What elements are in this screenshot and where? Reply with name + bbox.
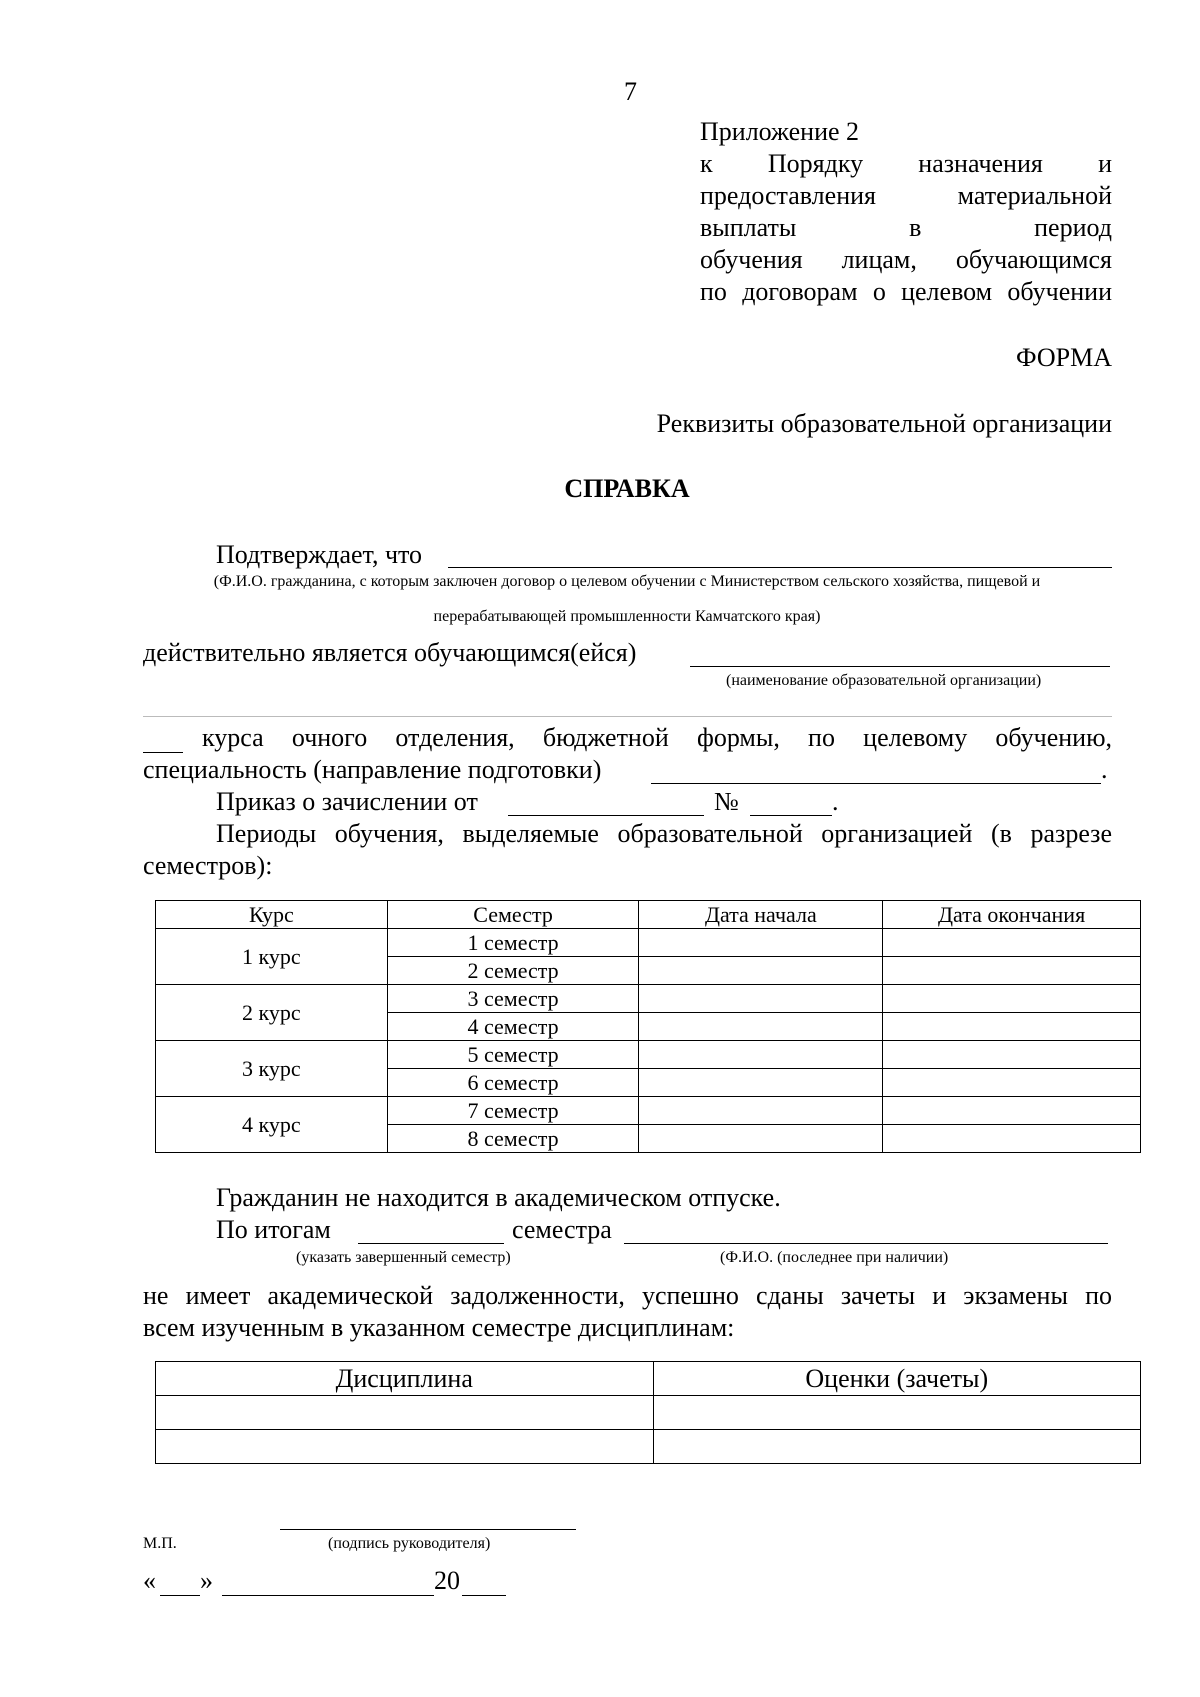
semester-cell: 1 семестр xyxy=(387,929,639,957)
results-text: По итогам xyxy=(216,1215,331,1244)
header-course: Курс xyxy=(156,901,388,929)
date-close-quote: » xyxy=(200,1566,213,1595)
end-date-cell[interactable] xyxy=(883,1069,1141,1097)
semester-cell: 8 семестр xyxy=(387,1125,639,1153)
student-text: действительно является обучающимся(ейся) xyxy=(143,638,637,667)
document-title: СПРАВКА xyxy=(564,474,690,503)
appendix-line: выплаты в период xyxy=(700,213,1112,242)
header-grades: Оценки (зачеты) xyxy=(653,1362,1140,1396)
order-end: . xyxy=(832,787,839,816)
signature-caption: (подпись руководителя) xyxy=(328,1535,491,1552)
table-row xyxy=(156,1396,1141,1430)
appendix-line: по договорам о целевом обучении xyxy=(700,277,1112,306)
results-fio-field-line[interactable] xyxy=(624,1243,1108,1244)
end-date-cell[interactable] xyxy=(883,929,1141,957)
table-header-row xyxy=(156,1362,1141,1396)
fio-field-line[interactable] xyxy=(448,567,1112,568)
confirm-text: Подтверждает, что xyxy=(216,540,423,569)
date-year-prefix: 20 xyxy=(434,1566,460,1595)
table-row xyxy=(156,1041,1141,1069)
course-cell: 4 курс xyxy=(156,1097,388,1153)
course-cell: 2 курс xyxy=(156,985,388,1041)
semester-cell: 6 семестр xyxy=(387,1069,639,1097)
start-date-cell[interactable] xyxy=(639,1125,883,1153)
start-date-cell[interactable] xyxy=(639,1097,883,1125)
table-row xyxy=(156,1430,1141,1464)
order-number-sign: № xyxy=(714,787,739,816)
start-date-cell[interactable] xyxy=(639,1069,883,1097)
appendix-line: обучения лицам, обучающимся xyxy=(700,245,1112,274)
date-month-field-line[interactable] xyxy=(222,1595,434,1596)
end-date-cell[interactable] xyxy=(883,957,1141,985)
table-row xyxy=(156,1097,1141,1125)
signature-field-line[interactable] xyxy=(280,1529,576,1530)
course-text: курса очного отделения, бюджетной формы, по целевому обучению, xyxy=(202,723,1112,752)
order-text: Приказ о зачислении от xyxy=(216,787,478,816)
course-field-line[interactable] xyxy=(143,752,183,753)
course-cell: 3 курс xyxy=(156,1041,388,1097)
discipline-cell[interactable] xyxy=(156,1396,654,1430)
header-start-date: Дата начала xyxy=(639,901,883,929)
debt-text: не имеет академической задолженности, успешно сданы зачеты и экзамены по xyxy=(143,1281,1112,1310)
semester-caption: (указать завершенный семестр) xyxy=(296,1249,511,1266)
appendix-line: предоставления материальной xyxy=(700,181,1112,210)
table-header-row xyxy=(156,901,1141,929)
discipline-table xyxy=(155,1361,1141,1464)
end-date-cell[interactable] xyxy=(883,1041,1141,1069)
start-date-cell[interactable] xyxy=(639,929,883,957)
start-date-cell[interactable] xyxy=(639,1013,883,1041)
page-number: 7 xyxy=(624,77,637,106)
periods-text: Периоды обучения, выделяемые образовательной организацией (в разрезе xyxy=(216,819,1112,848)
no-leave-text: Гражданин не находится в академическом отпуске. xyxy=(216,1183,781,1212)
periods-text-continued: семестров): xyxy=(143,851,273,880)
form-label: ФОРМА xyxy=(1016,343,1112,372)
grade-cell[interactable] xyxy=(653,1396,1140,1430)
start-date-cell[interactable] xyxy=(639,985,883,1013)
specialty-end: . xyxy=(1101,755,1108,784)
semester-cell: 2 семестр xyxy=(387,957,639,985)
header-discipline: Дисциплина xyxy=(156,1362,654,1396)
appendix-block xyxy=(700,116,1112,308)
discipline-cell[interactable] xyxy=(156,1430,654,1464)
semester-cell: 5 семестр xyxy=(387,1041,639,1069)
debt-text-continued: всем изученным в указанном семестре дисциплинам: xyxy=(143,1313,735,1342)
specialty-text: специальность (направление подготовки) xyxy=(143,755,602,784)
semester-word: семестра xyxy=(512,1215,612,1244)
table-row xyxy=(156,985,1141,1013)
specialty-field-line[interactable] xyxy=(651,783,1101,784)
fio-caption: (Ф.И.О. гражданина, с которым заключен договор о целевом обучении с Министерством сельского хозяйства, пищевой и xyxy=(213,573,1041,590)
end-date-cell[interactable] xyxy=(883,1125,1141,1153)
start-date-cell[interactable] xyxy=(639,1041,883,1069)
org-caption: (наименование образовательной организации) xyxy=(726,672,1042,689)
org-field-line[interactable] xyxy=(690,666,1110,667)
order-date-field-line[interactable] xyxy=(508,815,704,816)
appendix-line: к Порядку назначения и xyxy=(700,149,1112,178)
org-requisites: Реквизиты образовательной организации xyxy=(656,409,1112,438)
results-fio-caption: (Ф.И.О. (последнее при наличии) xyxy=(720,1249,949,1266)
fio-caption-continued: перерабатывающей промышленности Камчатского края) xyxy=(433,608,821,625)
semester-cell: 7 семестр xyxy=(387,1097,639,1125)
end-date-cell[interactable] xyxy=(883,1097,1141,1125)
semester-cell: 3 семестр xyxy=(387,985,639,1013)
end-date-cell[interactable] xyxy=(883,1013,1141,1041)
order-number-field-line[interactable] xyxy=(750,815,832,816)
header-semester: Семестр xyxy=(387,901,639,929)
course-cell: 1 курс xyxy=(156,929,388,985)
org-field-line-2[interactable] xyxy=(143,716,1112,717)
date-open-quote: « xyxy=(143,1566,156,1595)
grade-cell[interactable] xyxy=(653,1430,1140,1464)
date-year-field-line[interactable] xyxy=(462,1595,506,1596)
semester-field-line[interactable] xyxy=(358,1243,504,1244)
date-day-field-line[interactable] xyxy=(160,1595,200,1596)
semester-cell: 4 семестр xyxy=(387,1013,639,1041)
table-row xyxy=(156,929,1141,957)
start-date-cell[interactable] xyxy=(639,957,883,985)
appendix-title: Приложение 2 xyxy=(700,117,860,146)
end-date-cell[interactable] xyxy=(883,985,1141,1013)
header-end-date: Дата окончания xyxy=(883,901,1141,929)
stamp-label: М.П. xyxy=(143,1535,177,1552)
semester-table xyxy=(155,900,1141,1153)
